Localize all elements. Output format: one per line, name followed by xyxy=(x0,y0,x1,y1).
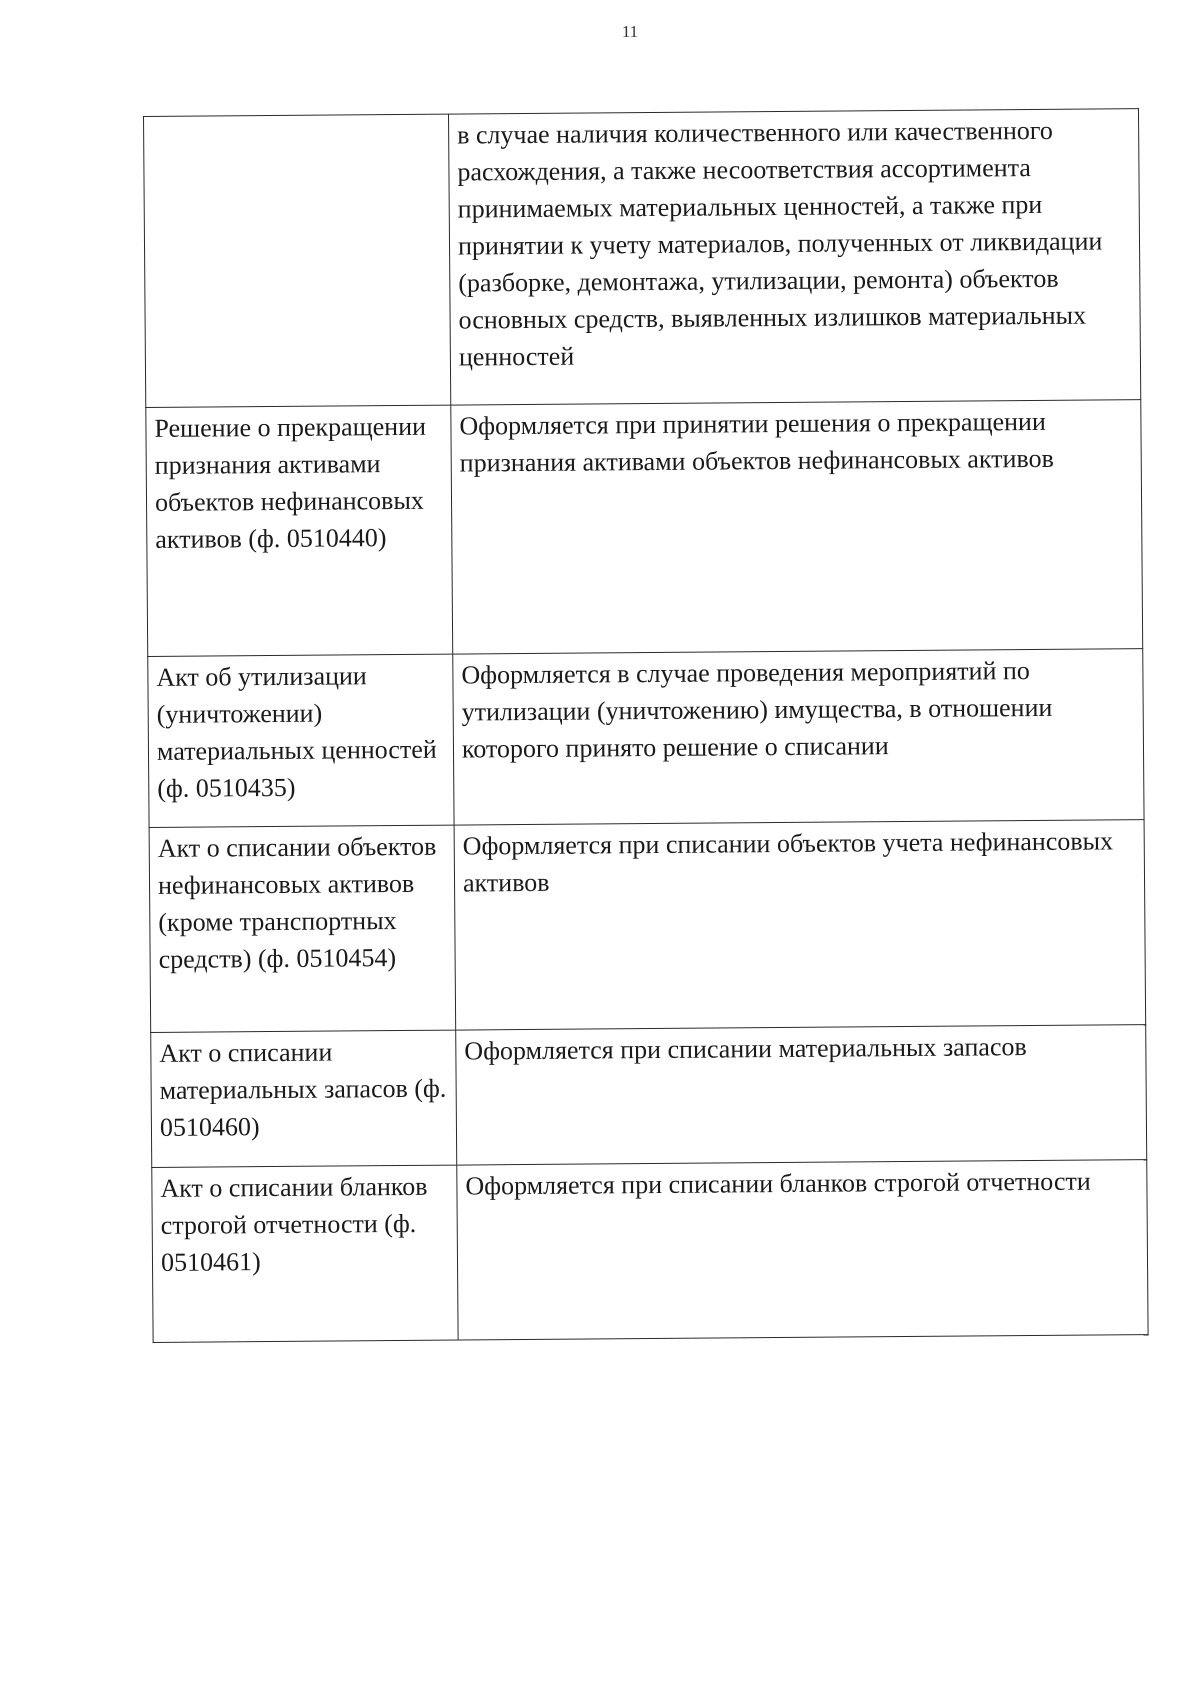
document-name: Акт об утилизации (уничтожении) материальных ценностей (ф. 0510435) xyxy=(156,661,437,803)
document-description: Оформляется при списании материальных запасов xyxy=(464,1032,1027,1066)
document-name: Акт о списании бланков строгой отчетности (ф. 0510461) xyxy=(160,1171,428,1277)
document-description: Оформляется в случае проведения мероприятий по утилизации (уничтожению) имущества, в отношении которого принято решение о списании xyxy=(461,656,1053,764)
document-name: Акт о списании материальных запасов (ф. 0510460) xyxy=(159,1037,447,1142)
document-name-cell xyxy=(149,825,456,1032)
description-cell xyxy=(454,820,1146,1030)
document-description: Оформляется при списании объектов учета нефинансовых активов xyxy=(462,826,1114,898)
description-cell xyxy=(448,109,1140,405)
table-row xyxy=(148,649,1144,828)
table-row xyxy=(149,820,1146,1033)
document-name-cell xyxy=(151,1030,457,1167)
table-row xyxy=(146,400,1143,657)
description-cell xyxy=(456,1025,1147,1165)
document-name-cell xyxy=(144,114,451,407)
table-row xyxy=(144,109,1141,408)
document-name: Акт о списании объектов нефинансовых активов (кроме транспортных средств) (ф. 0510454) xyxy=(157,831,437,974)
document-name xyxy=(152,117,440,119)
description-cell xyxy=(453,649,1144,825)
documents-table xyxy=(143,108,1149,1343)
document-name-cell xyxy=(146,405,453,656)
description-cell xyxy=(451,400,1143,654)
document-name-cell xyxy=(152,1165,458,1342)
document-description: Оформляется при принятии решения о прекращении признания активами объектов нефинансовых активов xyxy=(459,406,1054,478)
page-number: 11 xyxy=(621,22,639,41)
document-name-cell xyxy=(148,654,454,827)
description-cell xyxy=(457,1160,1148,1340)
document-description: Оформляется при списании бланков строгой отчетности xyxy=(465,1166,1091,1201)
document-description: в случае наличия количественного или качественного расхождения, а также несоответствия ассортимента принимаемых материальных ценностей, а также при принятии к учету материалов, полученных от ликвидации (разборке, демонтажа, утилизации, ремонта) объектов основных средств, выявленных излишков материальных ценностей xyxy=(457,115,1103,372)
table-row xyxy=(151,1025,1147,1168)
table-row xyxy=(152,1160,1148,1343)
document-name: Решение о прекращении признания активами объектов нефинансовых активов (ф. 0510440) xyxy=(154,411,427,554)
